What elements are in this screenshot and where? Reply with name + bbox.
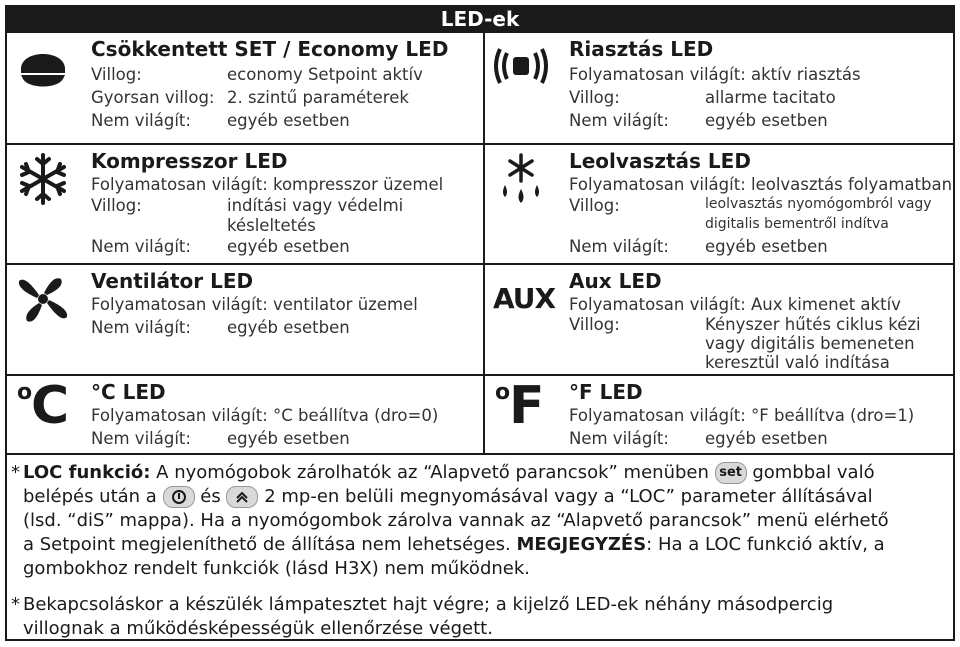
- aux-full-line: Folyamatosan világít: Aux kimenet aktív: [569, 295, 901, 314]
- degree-sign: o: [17, 380, 33, 405]
- celsius-full-line: Folyamatosan világít: °C beállítva (dro=0): [91, 406, 439, 425]
- loc-label: LOC funkció:: [23, 462, 151, 483]
- row-label: Nem világít:: [91, 237, 191, 256]
- note-text: és: [194, 486, 227, 507]
- row-value: digitalis bementről indítva: [705, 216, 889, 232]
- row-label: Nem világít:: [91, 318, 191, 337]
- row-label: Nem világít:: [91, 111, 191, 130]
- row-value: leolvasztás nyomógombról vagy: [705, 196, 932, 212]
- economy-title: Csökkentett SET / Economy LED: [91, 37, 449, 61]
- row-label: Nem világít:: [91, 429, 191, 448]
- row-value: egyéb esetben: [227, 111, 350, 130]
- row-label: Villog:: [569, 196, 620, 215]
- row-label: Villog:: [91, 65, 142, 84]
- celsius-title: °C LED: [91, 380, 166, 404]
- fan-icon: [15, 271, 71, 327]
- defrost-title: Leolvasztás LED: [569, 149, 751, 173]
- aux-row: [569, 315, 921, 334]
- alarm-row: [569, 111, 828, 130]
- fahrenheit-icon: [493, 376, 563, 438]
- aux-icon: AUX: [493, 282, 556, 315]
- note-text: : Ha a LOC funkció aktív, a: [646, 534, 885, 555]
- note-line: villognak a működésképességük ellenőrzése végett.: [23, 618, 493, 639]
- fahrenheit-full-line: Folyamatosan világít: °F beállítva (dro=1): [569, 406, 915, 425]
- degree-sign: o: [495, 380, 511, 405]
- alarm-full-line: Folyamatosan világít: aktív riasztás: [569, 65, 861, 84]
- cell-compressor: [7, 145, 483, 263]
- aux-title: Aux LED: [569, 269, 662, 293]
- row-value: allarme tacitato: [705, 88, 836, 107]
- note-label: MEGJEGYZÉS: [516, 534, 647, 555]
- defrost-icon: [493, 151, 549, 207]
- compressor-full-line: Folyamatosan világít: kompresszor üzemel: [91, 175, 444, 194]
- alarm-row: [569, 88, 836, 107]
- set-button-icon: set: [715, 462, 747, 484]
- row-value: egyéb esetben: [705, 111, 828, 130]
- led-table-frame: [5, 5, 955, 641]
- fan-title: Ventilátor LED: [91, 269, 254, 293]
- snowflake-icon: [15, 151, 71, 207]
- lamp-note: [11, 593, 945, 641]
- defrost-full-line: Folyamatosan világít: leolvasztás folyamatban: [569, 175, 953, 194]
- cell-fahrenheit: [485, 376, 955, 453]
- row-label: Villog:: [91, 196, 142, 215]
- compressor-row: [91, 237, 350, 256]
- economy-icon: [15, 39, 71, 95]
- loc-note: [11, 461, 945, 581]
- fahrenheit-row: [569, 429, 828, 448]
- compressor-title: Kompresszor LED: [91, 149, 288, 173]
- note-text: gombbal való: [746, 462, 875, 483]
- row-value: egyéb esetben: [227, 318, 350, 337]
- celsius-icon: [15, 376, 85, 438]
- row-label: Nem világít:: [569, 111, 669, 130]
- defrost-row: [569, 196, 932, 215]
- note-line: [23, 461, 945, 485]
- asterisk: *: [11, 462, 20, 483]
- row-value: késleltetés: [227, 216, 316, 235]
- row-value: keresztül való indítása: [705, 353, 890, 372]
- row-label: Nem világít:: [569, 429, 669, 448]
- note-line: gombokhoz rendelt funkciók (lásd H3X) nem működnek.: [23, 558, 530, 579]
- note-text: a Setpoint megjeleníthető de állítása nem lehetséges.: [23, 534, 517, 555]
- row-value: economy Setpoint aktív: [227, 65, 423, 84]
- up-button-icon: [226, 486, 258, 508]
- note-line: [23, 485, 945, 509]
- fan-full-line: Folyamatosan világít: ventilator üzemel: [91, 295, 418, 314]
- note-line: [23, 533, 945, 557]
- page-title: LED-ek: [7, 7, 953, 31]
- celsius-letter: C: [31, 376, 70, 436]
- cell-economy: [7, 33, 483, 143]
- fahrenheit-title: °F LED: [569, 380, 643, 404]
- row-label: Villog:: [569, 315, 620, 334]
- alarm-icon: [493, 39, 549, 95]
- row-label: Nem világít:: [569, 237, 669, 256]
- power-button-icon: [163, 486, 195, 508]
- row-value: egyéb esetben: [705, 237, 828, 256]
- note-text: belépés után a: [23, 486, 163, 507]
- row-value: Kényszer hűtés ciklus kézi: [705, 315, 921, 334]
- row-value: 2. szintű paraméterek: [227, 88, 409, 107]
- economy-row: [91, 65, 423, 84]
- compressor-row: [91, 196, 404, 215]
- note-text: 2 mp-en belüli megnyomásával vagy a “LOC” parameter állításával: [258, 486, 873, 507]
- economy-row: [91, 88, 409, 107]
- asterisk: *: [11, 594, 20, 615]
- alarm-title: Riasztás LED: [569, 37, 714, 61]
- row-value: vagy digitális bemeneten: [705, 334, 915, 353]
- cell-aux: [485, 265, 955, 374]
- row-label: Gyorsan villog:: [91, 88, 215, 107]
- row-divider: [7, 453, 953, 455]
- celsius-row: [91, 429, 350, 448]
- row-value: egyéb esetben: [227, 429, 350, 448]
- row-value: indítási vagy védelmi: [227, 196, 404, 215]
- note-line: (lsd. “diS” mappa). Ha a nyomógombok zárolva vannak az “Alapvető parancsok” menü elérhető: [23, 510, 889, 531]
- row-label: Villog:: [569, 88, 620, 107]
- cell-alarm: [485, 33, 955, 143]
- fan-row: [91, 318, 350, 337]
- economy-row: [91, 111, 350, 130]
- row-value: egyéb esetben: [705, 429, 828, 448]
- fahrenheit-letter: F: [509, 376, 545, 436]
- cell-celsius: [7, 376, 483, 453]
- cell-defrost: [485, 145, 955, 263]
- cell-fan: [7, 265, 483, 374]
- note-line: Bekapcsoláskor a készülék lámpatesztet hajt végre; a kijelző LED-ek néhány másodpercig: [23, 594, 834, 615]
- defrost-row: [569, 237, 828, 256]
- note-text: A nyomógobok zárolhatók az “Alapvető parancsok” menüben: [150, 462, 715, 483]
- row-value: egyéb esetben: [227, 237, 350, 256]
